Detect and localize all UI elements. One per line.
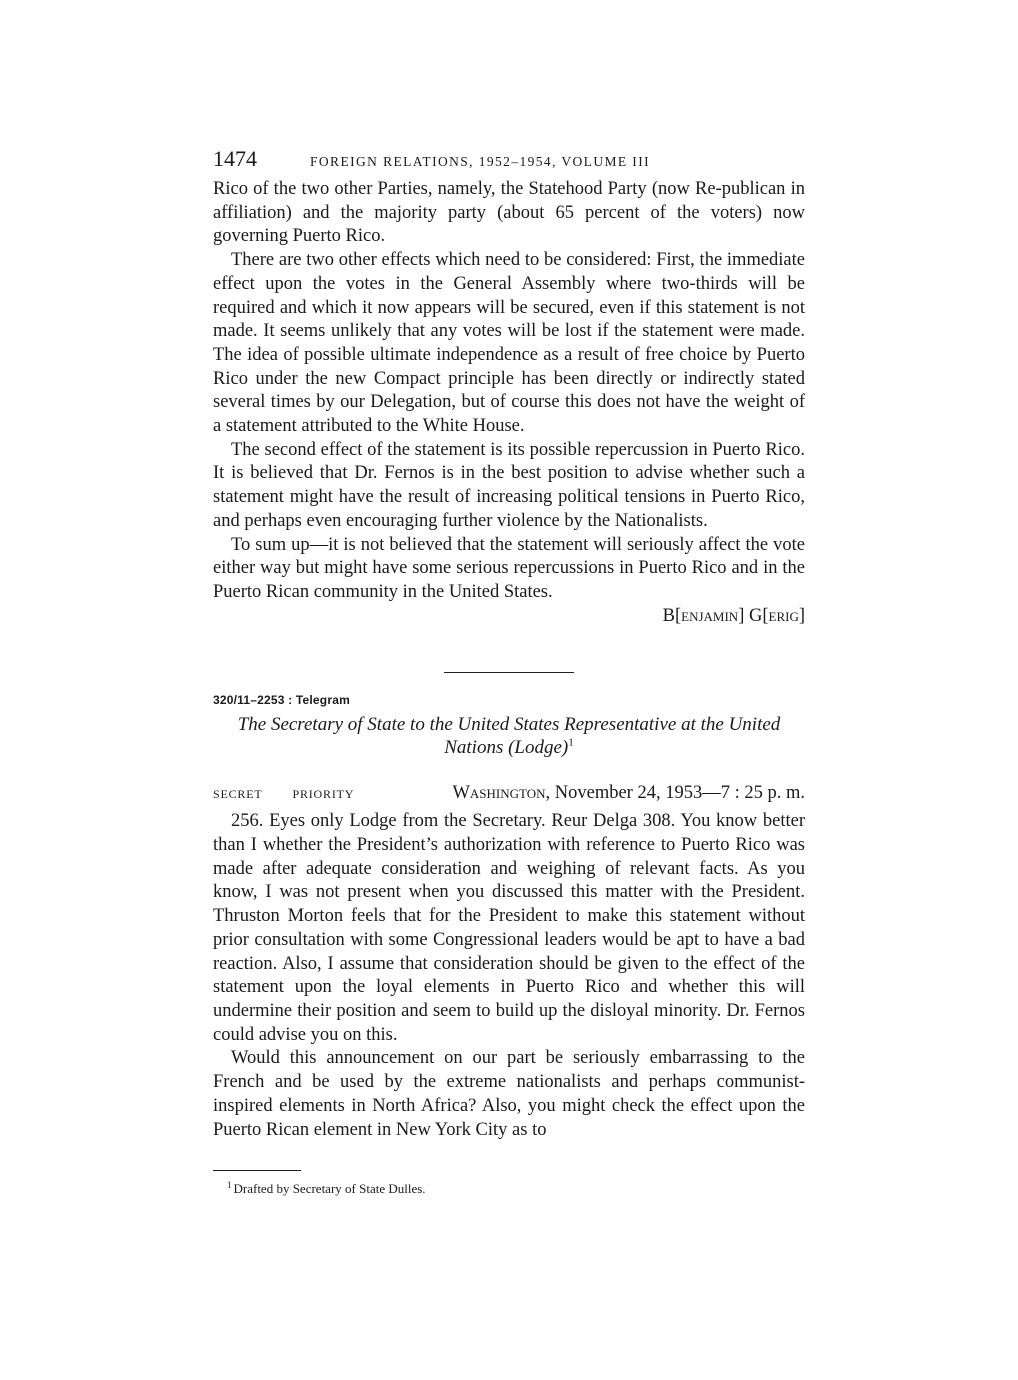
page-number: 1474	[213, 146, 257, 171]
section-divider	[444, 672, 574, 673]
document-title	[213, 713, 805, 759]
running-title: FOREIGN RELATIONS, 1952–1954, VOLUME III	[310, 154, 650, 169]
file-reference: 320/11–2253 : Telegram	[213, 693, 350, 708]
memo-paragraph: Rico of the two other Parties, namely, the Statehood Party (now Re-publican in affiliation) and the majority party (about 65 percent of the voters) now governing Puerto Rico.	[213, 179, 805, 247]
telegram-paragraph: 256. Eyes only Lodge from the Secretary. Reur Delga 308. You know better than I whether the President’s authorization with reference to Puerto Rico was made after adequate consideration and weighing of relevant facts. As you know, I was not present when you discussed this matter with the President. Thruston Morton feels that for the President to make this statement without prior consultation with some Congressional leaders would be apt to have a bad reaction. Also, I assume that consideration should be given to the effect of the statement upon the loyal elements in Puerto Rico and whether this will undermine their position and seem to build up the disloyal minority. Dr. Fernos could advise you on this.	[213, 811, 805, 1045]
telegram-paragraph: Would this announcement on our part be seriously embarrassing to the French and be used by the extreme nationalists and perhaps communist-inspired elements in North Africa? Also, you might check the effect upon the Puerto Rican element in New York City as to	[213, 1048, 805, 1140]
memo-paragraph: There are two other effects which need to be considered: First, the immediate effect upon the votes in the General Assembly where two-thirds will be required and which it now appears will be secured, even if this statement is not made. It seems unlikely that any votes will be lost if the statement were made. The idea of possible ultimate independence as a result of free choice by Puerto Rico under the new Compact principle has been directly or indirectly stated several times by our Delegation, but of course this does not have the weight of a statement attributed to the White House.	[213, 250, 805, 437]
footnote	[213, 1181, 805, 1197]
signature: B[enjamin] G[erig]	[662, 605, 805, 626]
dateline-date: November 24, 1953—7 : 25 p. m.	[554, 783, 805, 804]
running-head	[213, 146, 805, 178]
priority-marking: PRIORITY	[292, 787, 355, 802]
document-title-text: The Secretary of State to the United States Representative at the United Nations (Lodge)	[237, 714, 781, 759]
telegram-header	[213, 783, 805, 804]
document-page	[213, 146, 805, 1197]
footnote-reference-mark: 1	[568, 737, 574, 750]
memo-paragraph: To sum up—it is not believed that the statement will seriously affect the vote either way but might have some serious repercussions in Puerto Rico and in the Puerto Rican community in the United States.	[213, 534, 805, 602]
classification-marking: SECRET	[213, 787, 263, 802]
telegram-body	[213, 810, 805, 1142]
footnote-divider	[213, 1170, 301, 1171]
footnote-text: Drafted by Secretary of State Dulles.	[233, 1181, 426, 1197]
memo-paragraph: The second effect of the statement is its possible repercussion in Puerto Rico. It is believed that Dr. Fernos is in the best position to advise whether such a statement might have the result of increasing political tensions in Puerto Rico, and perhaps even encouraging further violence by the Nationalists.	[213, 439, 805, 531]
continued-memo	[213, 178, 805, 628]
dateline-place: Washington,	[452, 783, 551, 804]
dateline	[452, 783, 805, 804]
footnote-number: 1	[227, 1179, 232, 1190]
